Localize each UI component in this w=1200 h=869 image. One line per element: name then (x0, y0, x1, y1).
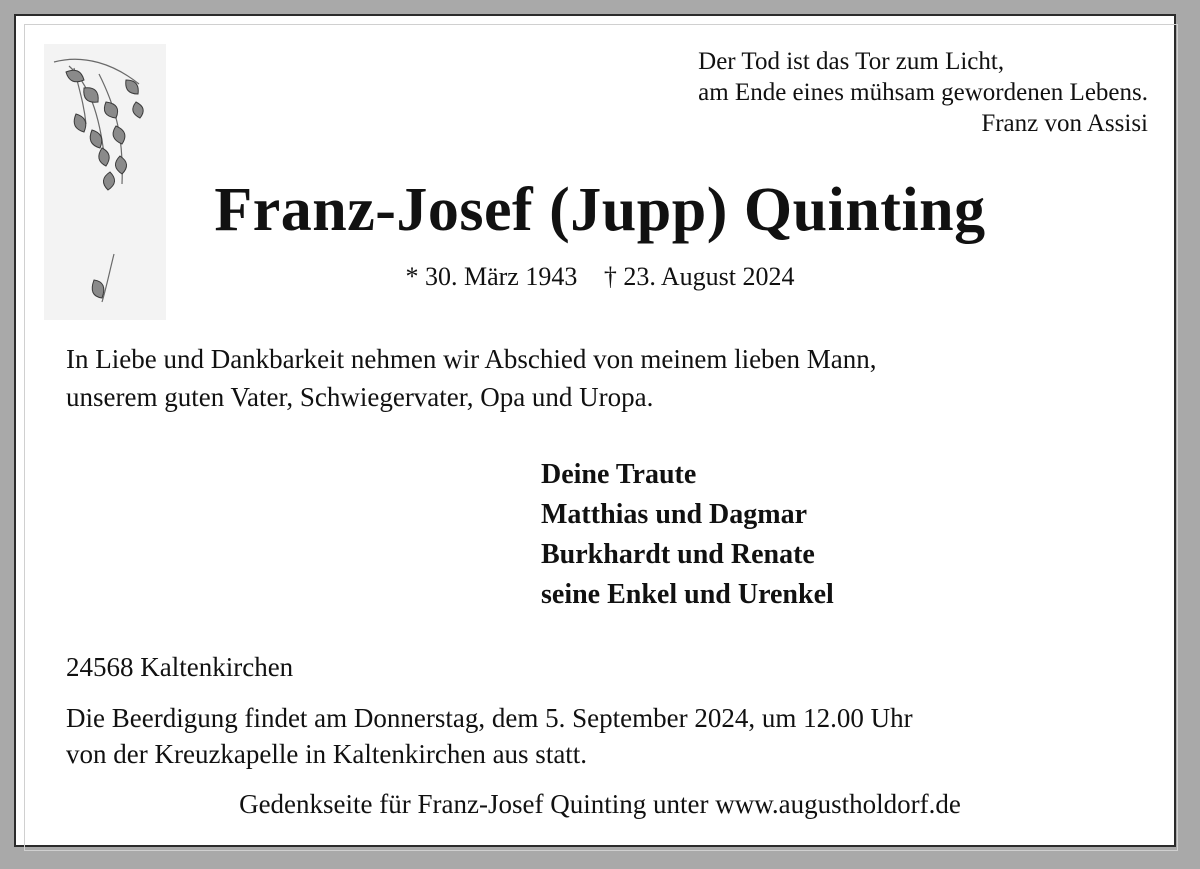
mourners-list (541, 455, 834, 615)
mourner-item: Burkhardt und Renate (541, 539, 815, 570)
mourner-item: Matthias und Dagmar (541, 499, 808, 530)
farewell-line-1: In Liebe und Dankbarkeit nehmen wir Abschied von meinem lieben Mann, (66, 344, 877, 374)
quote-line-1: Der Tod ist das Tor zum Licht, (698, 48, 1005, 75)
place-of-residence: 24568 Kaltenkirchen (66, 652, 294, 682)
birth-date: * 30. März 1943 (405, 262, 578, 291)
death-date: † 23. August 2024 (603, 262, 795, 291)
funeral-line-2: von der Kreuzkapelle in Kaltenkirchen aus statt. (66, 739, 588, 769)
quote-author: Franz von Assisi (981, 110, 1148, 137)
mourner-item: Deine Traute (541, 459, 697, 490)
mourner-item: seine Enkel und Urenkel (541, 579, 834, 610)
farewell-line-2: unserem guten Vater, Schwiegervater, Opa und Uropa. (66, 382, 654, 412)
funeral-info (66, 700, 913, 772)
memorial-page-link: Gedenkseite für Franz-Josef Quinting unter www.augustholdorf.de (239, 789, 961, 819)
deceased-name: Franz-Josef (Jupp) Quinting (214, 176, 986, 244)
quote-line-2: am Ende eines mühsam gewordenen Lebens. (698, 79, 1148, 106)
farewell-text (66, 340, 877, 416)
life-dates (0, 262, 1200, 292)
funeral-line-1: Die Beerdigung findet am Donnerstag, dem 5. September 2024, um 12.00 Uhr (66, 703, 913, 733)
quote-block (698, 46, 1148, 139)
